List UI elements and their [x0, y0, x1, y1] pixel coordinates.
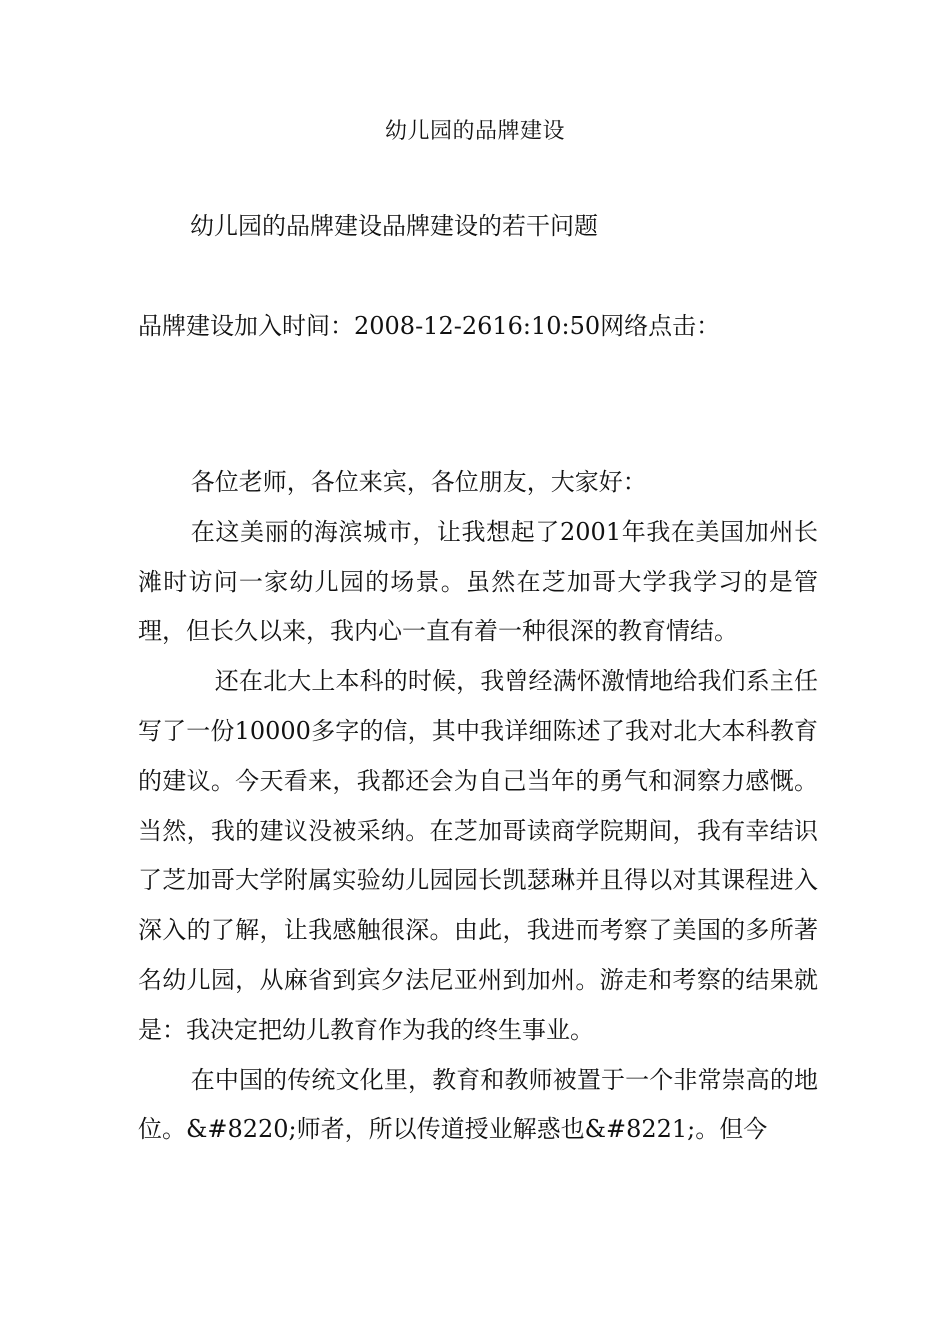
paragraph-intro: 在这美丽的海滨城市，让我想起了2001年我在美国加州长滩时访问一家幼儿园的场景。虽然在芝加哥大学我学习的是管理，但长久以来，我内心一直有着一种很深的教育情结。 — [138, 517, 818, 646]
publish-meta-line: 品牌建设加入时间：2008-12-2616:10:50网络点击： — [138, 312, 721, 340]
document-title: 幼儿园的品牌建设 — [384, 119, 565, 144]
paragraph-greeting: 各位老师，各位来宾，各位朋友，大家好： — [190, 468, 647, 496]
document-subtitle: 幼儿园的品牌建设品牌建设的若干问题 — [190, 212, 598, 240]
article-body — [138, 458, 818, 1155]
paragraph-background: 还在北大上本科的时候，我曾经满怀激情地给我们系主任写了一份10000多字的信，其中我详细陈述了我对北大本科教育的建议。今天看来，我都还会为自己当年的勇气和洞察力感慨。当然，我的建议没被采纳。在芝加哥读商学院期间，我有幸结识了芝加哥大学附属实验幼儿园园长凯瑟琳并且得以对其课程进入深入的了解，让我感触很深。由此，我进而考察了美国的多所著名幼儿园，从麻省到宾夕法尼亚州到加州。游走和考察的结果就是：我决定把幼儿教育作为我的终生事业。 — [138, 667, 818, 1044]
paragraph-tradition: 在中国的传统文化里，教育和教师被置于一个非常崇高的地位。&#8220;师者，所以传道授业解惑也&#8221;。但今 — [138, 1065, 818, 1144]
